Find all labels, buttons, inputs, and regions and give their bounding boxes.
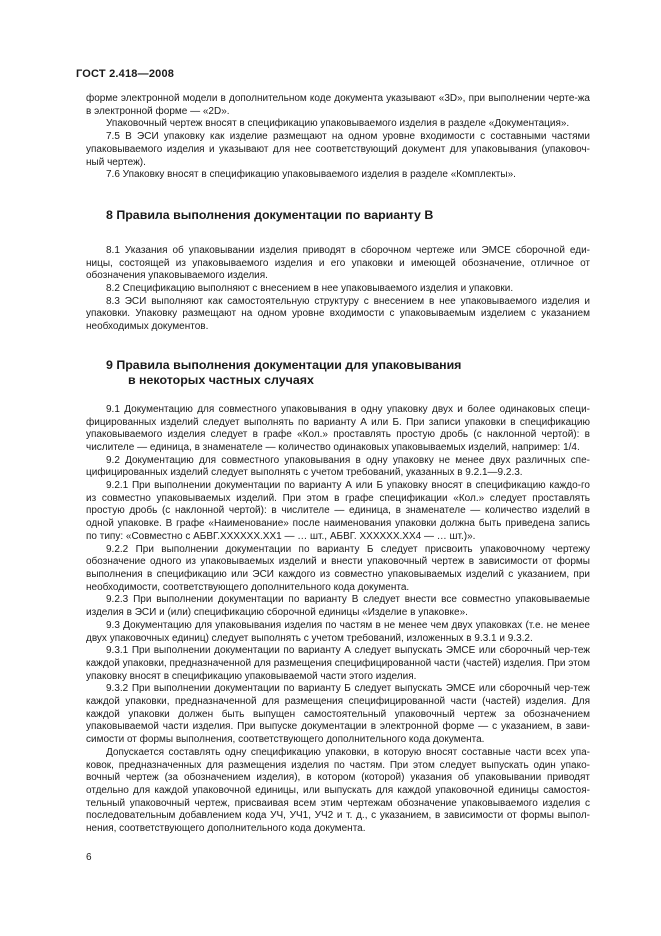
paragraph-9-2: 9.2 Документацию для совместного упаковывания в одну упаковку не менее двух различных спе-цифицированных изделий следует выполнять с учетом требований, указанных в 9.2.1—9.2.3. [86, 454, 590, 479]
section-8-heading: 8 Правила выполнения документации по варианту В [106, 207, 434, 222]
paragraph-9-3-1: 9.3.1 При выполнении документации по варианту А следует выпускать ЭМСЕ или сборочный чер-теж каждой упаковки, предназначенной для размещения специфицированной части (частей) изделия. При этом упаковку вносят в спецификацию упаковываемой части этого изделия. [86, 645, 590, 682]
paragraph-9-2-1: 9.2.1 При выполнении документации по варианту А или Б упаковку вносят в спецификацию каждо-го из совместно упаковываемых изделий. При этом в графе спецификации «Кол.» следует проставлять простую дробь (с наклонной чертой): в числителе — единица, в знаменателе — количество изделий в одной упаковке. В графе «Наименование» после наименования упаковки должна быть приведена запись по типу: «Совместно с АБВГ.XXXXXX.XX1 — … шт., АБВГ. XXXXXX.XX4 — … шт.)». [86, 480, 590, 542]
paragraph-8-3: 8.3 ЭСИ выполняют как самостоятельную структуру с внесением в нее упаковываемого изделия и упаковки. Упаковку размещают на одном уровне входимости с упаковываемым изделием с указанием необходимых документов. [86, 295, 590, 333]
paragraph-8-1: 8.1 Указания об упаковывании изделия приводят в сборочном чертеже или ЭМСЕ сборочной еди-ницы, состоящей из упаковываемого изделия и его упаковки и имеющей обозначение, отличное от обозначения упаковываемого изделия. [86, 244, 590, 282]
section-9-heading-line2: в некоторых частных случаях [128, 372, 314, 387]
document-body [86, 93, 590, 836]
paragraph: Упаковочный чертеж вносят в спецификацию упаковываемого изделия в разделе «Документация». [106, 118, 570, 130]
page-number: 6 [86, 852, 92, 863]
paragraph-continuation: форме электронной модели в дополнительном коде документа указывают «3D», при выполнении черте-жа в электронной форме — «2D». [86, 93, 590, 117]
section-9-heading-line1: 9 Правила выполнения документации для упаковывания [106, 357, 462, 372]
paragraph-permission: Допускается составлять одну спецификацию упаковки, в которую вносят составные части всех упа-ковок, предназначенных для размещения изделия по частям. При этом следует выпускать один упако-вочный чертеж (за обозначением изделия), в котором (которой) указания об упаковывании приводят отдельно для каждой упаковочной единицы, или выпускать для каждой упаковочной единицы самостоя-тельный упаковочный чертеж, присваивая всем этим чертежам обозначение упаковываемого изделия с последовательным добавлением кода УЧ, УЧ1, УЧ2 и т. д., с указанием, в зависимости от формы выпол-нения, соответствующего дополнительного кода документа. [86, 746, 590, 835]
paragraph-9-2-3: 9.2.3 При выполнении документации по варианту В следует внести все совместно упаковываемые изделия в ЭСИ и (или) спецификацию сборочной единицы «Изделие в упаковке». [86, 594, 590, 619]
paragraph-8-2: 8.2 Спецификацию выполняют с внесением в нее упаковываемого изделия и упаковки. [106, 283, 514, 295]
paragraph-9-3: 9.3 Документацию для упаковывания изделия по частям в не менее чем двух упаковках (т.е. не менее двух упаковочных единиц) следует выполнять с учетом требований, изложенных в 9.3.1 и 9.3.2. [86, 619, 590, 644]
paragraph-9-1: 9.1 Документацию для совместного упаковывания в одну упаковку двух и более одинаковых специ-фицированных изделий следует выполнять по варианту А или Б. При записи упаковки в спецификацию упаковываемого изделия следует в графе «Кол.» проставлять простую дробь (с наклонной чертой): в числителе — единица, в знаменателе — количество одинаковых упаковываемых изделий, например: 1/4. [86, 403, 590, 453]
paragraph-9-2-2: 9.2.2 При выполнении документации по варианту Б следует присвоить упаковочному чертежу обозначение одного из упаковываемых изделий и внести упаковочный чертеж в зависимости от формы выполнения в спецификацию или ЭСИ каждого из совместно упаковываемых изделий с указанием, при необходимости, соответствующего дополнительного кода документа. [86, 543, 590, 593]
paragraph-7-5: 7.5 В ЭСИ упаковку как изделие размещают на одном уровне входимости с составными частями упаковываемого изделия и указывают для нее соответствующий документ для упаковывания (упаковоч-ный чертеж). [86, 131, 590, 168]
paragraph-9-3-2: 9.3.2 При выполнении документации по варианту Б следует выпускать ЭМСЕ или сборочный чер-теж каждой упаковки, предназначенной для размещения специфицированной части (частей) изделия. Для каждой упаковки должен быть выпущен самостоятельный упаковочный чертеж за обозначением упаковываемой части изделия. При выпуске документации в электронной форме — с указанием, в зави-симости от формы выполнения, соответствующего дополнительного кода документа. [86, 683, 590, 746]
document-header: ГОСТ 2.418—2008 [76, 68, 175, 80]
paragraph-7-6: 7.6 Упаковку вносят в спецификацию упаковываемого изделия в разделе «Комплекты». [106, 169, 516, 181]
